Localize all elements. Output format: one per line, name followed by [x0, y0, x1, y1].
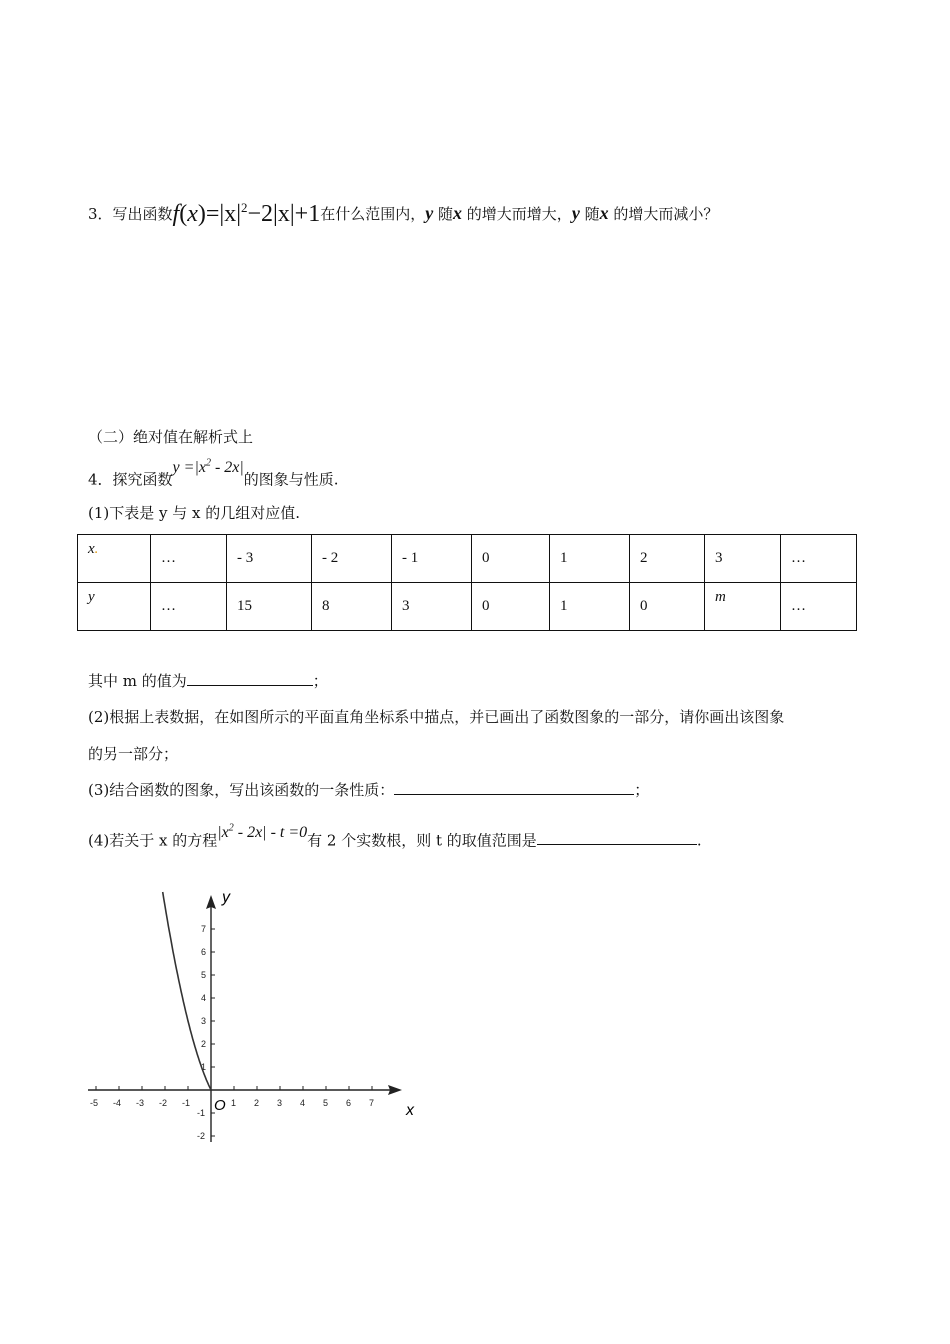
y-tick-label: 6: [201, 947, 207, 957]
table-cell: - 3: [227, 535, 312, 583]
origin-label: O: [214, 1097, 226, 1114]
table-cell: …: [151, 583, 227, 631]
table-cell: 0: [630, 583, 705, 631]
x-tick-label: -4: [113, 1098, 122, 1108]
q3-prefix: 3．写出函数: [88, 205, 173, 223]
question-3: 3．写出函数$f(x)=|x|^2-2|x|+1$在什么范围内，y 随x 的增大而增大，y 随x 的增大而减小？: [88, 200, 719, 227]
table-cell: m: [705, 583, 781, 631]
part-4: (4)若关于 x 的方程$|x^2 - 2x| - t =0$有 2 个实数根，则 t 的取值范围是 .: [88, 823, 702, 850]
m-answer-blank[interactable]: [187, 671, 313, 686]
part-2-line-2: 的另一部分；: [88, 745, 179, 763]
x-tick-label: -3: [136, 1098, 145, 1108]
part-2-line-1: (2)根据上表数据，在如图所示的平面直角坐标系中描点，并已画出了函数图象的一部分，请你画出该图象: [88, 708, 785, 726]
m-question: 其中 m 的值为 ；: [88, 672, 328, 690]
table-row-y: [78, 583, 857, 631]
table-cell: - 2: [312, 535, 392, 583]
table-cell: 3: [705, 535, 781, 583]
part-4-equation: $|x^2 - 2x| - t =0$: [217, 823, 308, 842]
x-tick-label: -5: [90, 1098, 99, 1108]
y-tick-label: -2: [197, 1131, 206, 1141]
y-tick-label: 3: [201, 1016, 207, 1026]
question-4: 4．探究函数$y =|x^2 - 2x|$的图象与性质.: [88, 458, 339, 489]
y-axis-label: y: [222, 889, 230, 906]
x-tick-label: -1: [182, 1098, 191, 1108]
y-axis-arrow: [206, 895, 216, 909]
y-tick-label: 7: [201, 924, 207, 934]
table-cell: - 1: [392, 535, 472, 583]
x-tick-label: 3: [277, 1098, 283, 1108]
x-tick-label: 2: [254, 1098, 260, 1108]
x-tick-label: -2: [159, 1098, 168, 1108]
table-cell: 2: [630, 535, 705, 583]
x-axis-arrow: [388, 1085, 402, 1095]
table-cell: 15: [227, 583, 312, 631]
y-tick-label: 1: [201, 1062, 207, 1072]
y-tick-label: 4: [201, 993, 207, 1003]
table-cell: 1: [550, 583, 630, 631]
q4-formula: $y =|x^2 - 2x|$: [172, 458, 244, 477]
coordinate-graph: [80, 880, 430, 1150]
table-cell: 0: [472, 535, 550, 583]
t-range-answer-blank[interactable]: [537, 830, 697, 845]
row-label-y: y: [78, 583, 151, 631]
table-cell: 0: [472, 583, 550, 631]
x-tick-label: 4: [300, 1098, 306, 1108]
table-cell: …: [151, 535, 227, 583]
table-cell: …: [781, 583, 857, 631]
section-title: （二）绝对值在解析式上: [88, 428, 254, 446]
x-axis-label: x: [406, 1102, 414, 1119]
property-answer-blank[interactable]: [394, 780, 634, 795]
part-1: (1)下表是 y 与 x 的几组对应值.: [88, 504, 301, 522]
table-cell: 1: [550, 535, 630, 583]
row-label-x: x.: [78, 535, 151, 583]
x-tick-label: 5: [323, 1098, 329, 1108]
part-3: (3)结合函数的图象，写出该函数的一条性质： ；: [88, 781, 650, 799]
y-tick-label: -1: [197, 1108, 206, 1118]
function-curve: [163, 892, 211, 1090]
value-table: [77, 534, 857, 631]
y-tick-label: 2: [201, 1039, 207, 1049]
table-row-x: [78, 535, 857, 583]
x-tick-label: 7: [369, 1098, 375, 1108]
table-cell: 8: [312, 583, 392, 631]
table-cell: …: [781, 535, 857, 583]
y-tick-label: 5: [201, 970, 207, 980]
x-tick-label: 1: [231, 1098, 237, 1108]
x-tick-label: 6: [346, 1098, 352, 1108]
table-cell: 3: [392, 583, 472, 631]
q3-formula: $f(x)=|x|^2-2|x|+1$: [172, 200, 321, 227]
